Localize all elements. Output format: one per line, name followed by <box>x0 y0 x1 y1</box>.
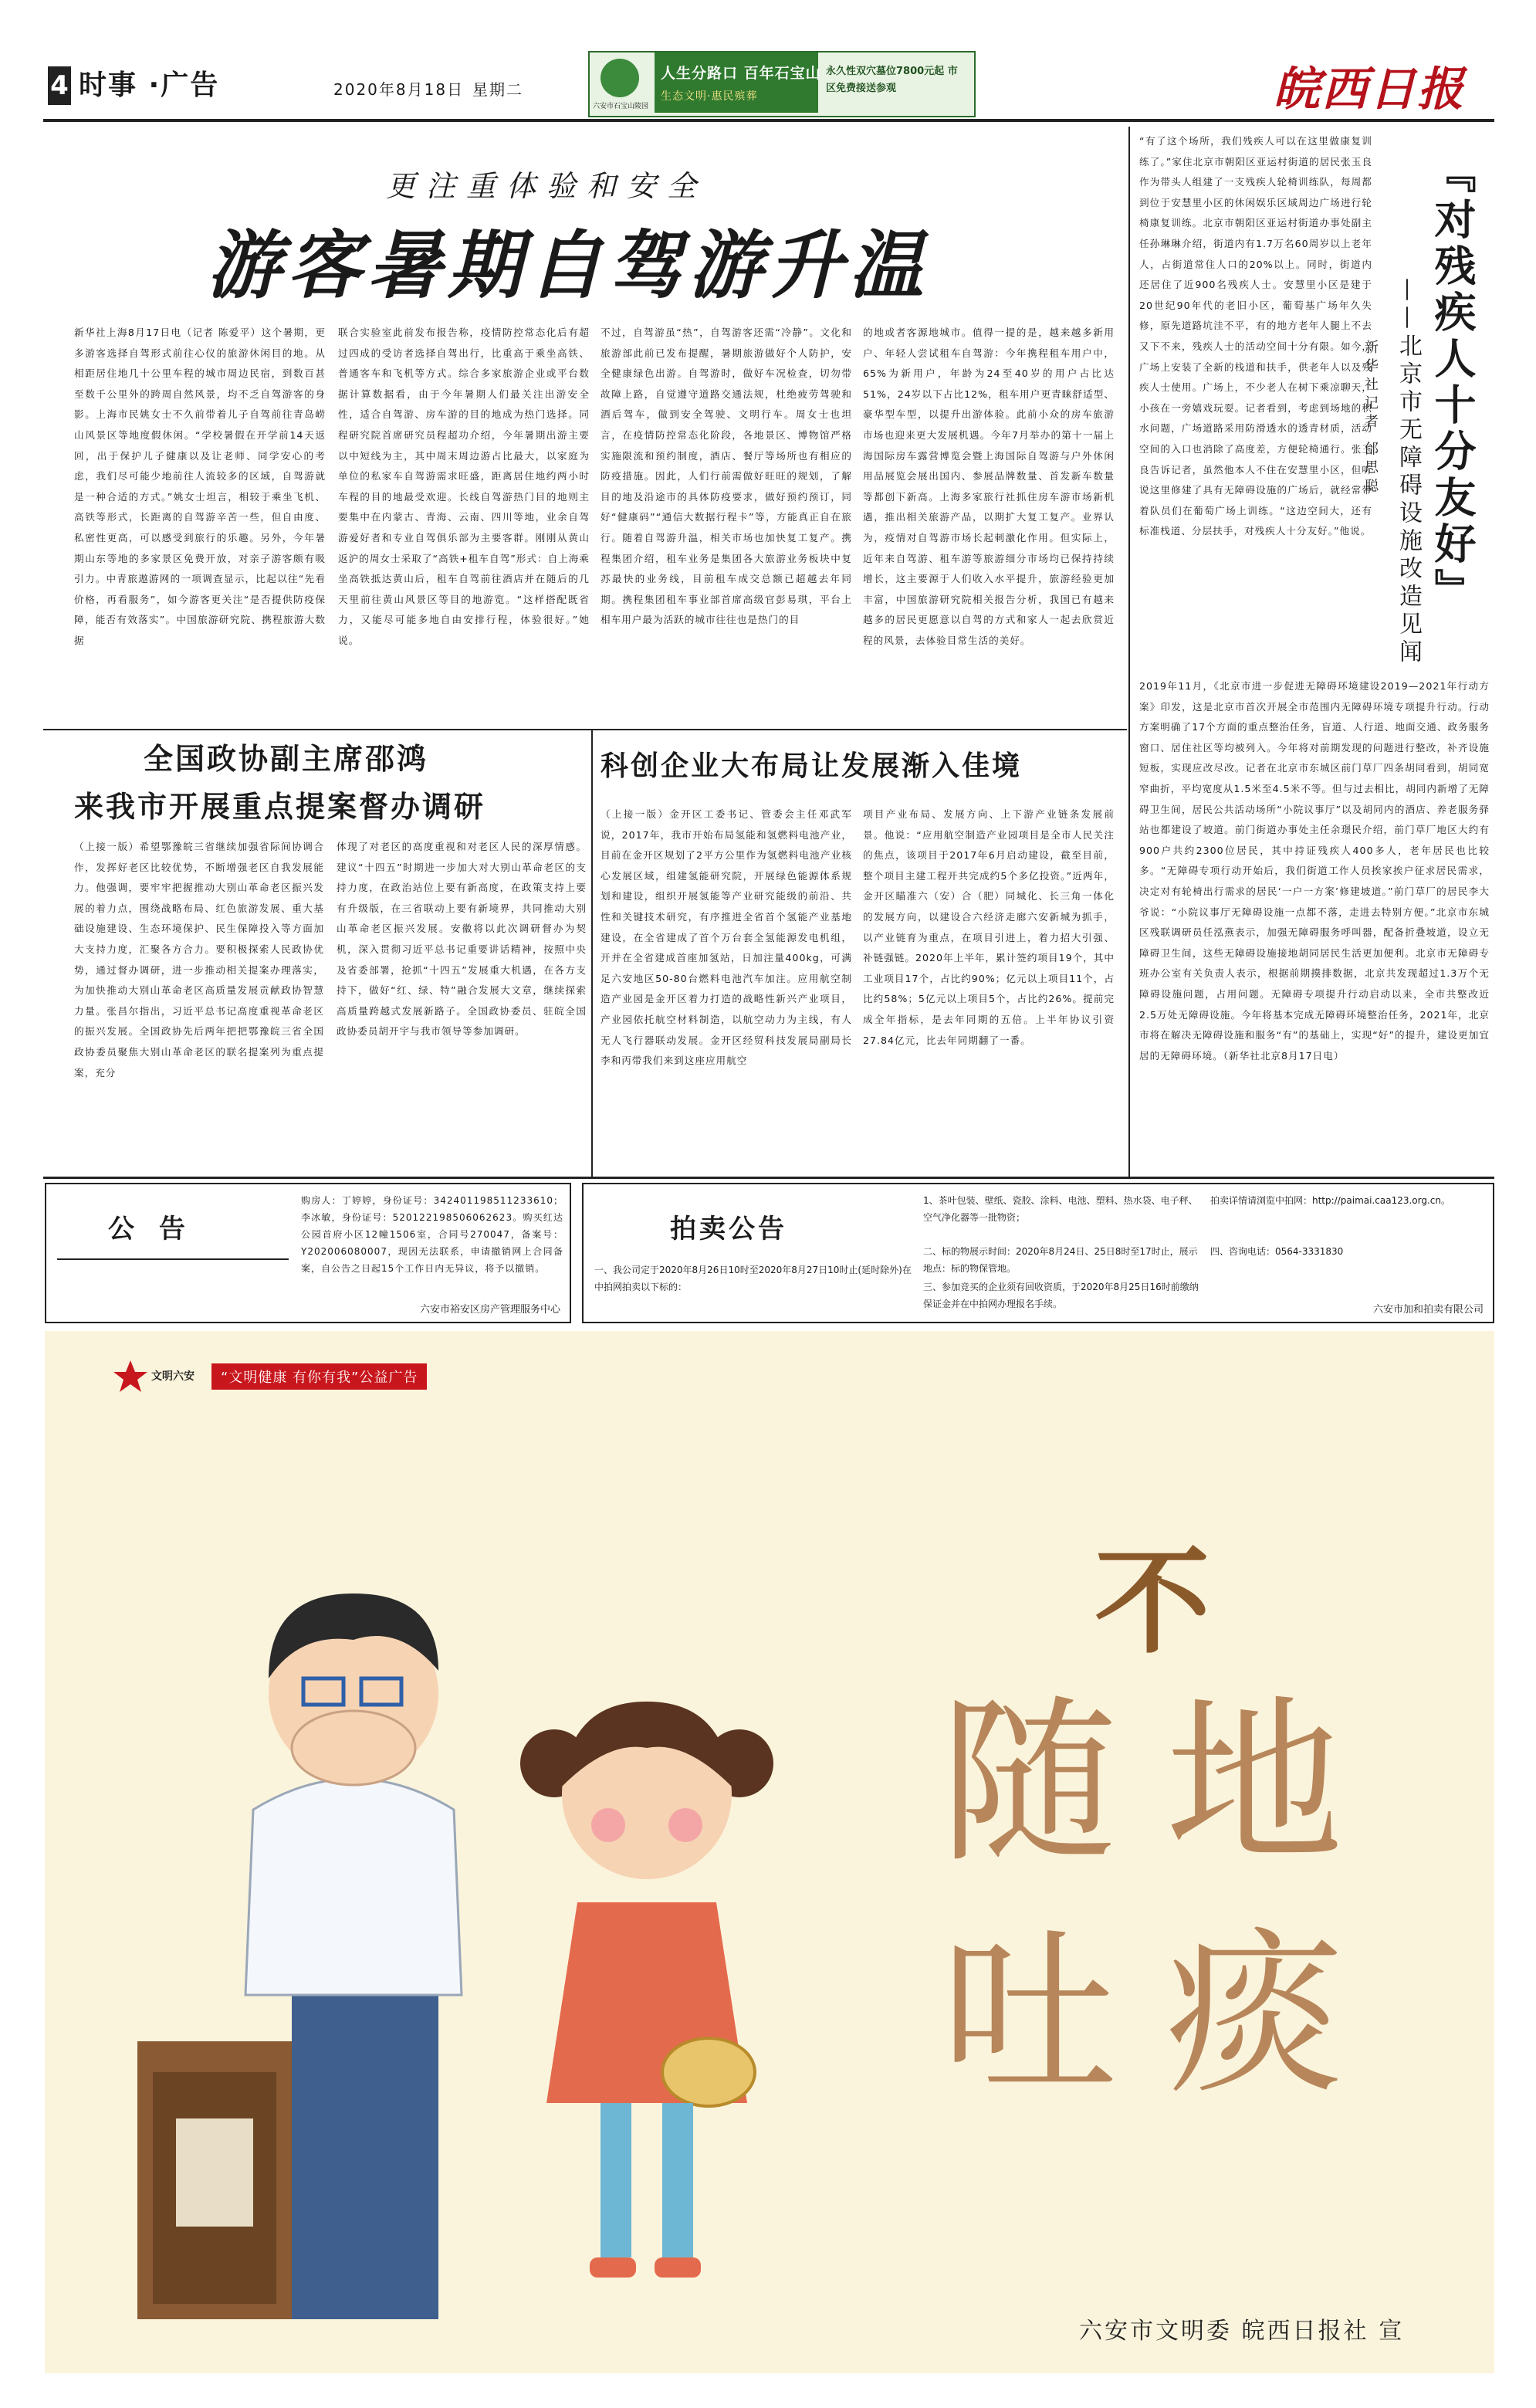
psa-sponsor: 六安市文明委 皖西日报社 宣 <box>1079 2318 1405 2345</box>
lead-col-1: 新华社上海8月17日电（记者 陈爱平）这个暑期，更多游客选择自驾形式前往心仪的旅游休闲目的地。从相距居住地几十公里车程的城市周边民宿，到数百甚至数千公里外的跨周自然风景，均不乏自驾游客的身影。上海市民姚女士不久前带着儿子自驾前往青岛崂山风景区等地度假休闲。“学校暑假在开学前14天返回，出于保护儿子健康以及让老师、同学安心的考虑，我们尽可能少地前往人流较多的区域，自驾游就是一种合适的方式。”姚女士坦言，相较于乘坐飞机、高铁等形式，长距离的自驾游辛苦一些，但自由度、私密性更高，可以感受到旅行的乐趣。另外，今年暑期山东等地的多家景区免费开放，对亲子游客颇有吸引力。中青旅遨游网的一项调查显示，比起以往“先看价格，再看服务”，如今游客更关注“是否提供防疫保障，能否有效落实”。中国旅游研究院、携程旅游大数据 <box>74 327 326 646</box>
civility-logo-text: 文明六安 <box>151 1370 195 1383</box>
notice-title: 公 告 <box>108 1214 193 1245</box>
auction-item-1: 一、我公司定于2020年8月26日10时至2020年8月27日10时止(延时除外)在中拍网拍卖以下标的： <box>594 1265 912 1292</box>
section-title: 时事 ·广告 <box>79 69 220 101</box>
story3-headline: 科创企业大布局让发展渐入佳境 <box>601 750 1023 782</box>
auction-box <box>582 1183 1494 1323</box>
issue-date: 2020年8月18日 <box>333 80 465 99</box>
auction-item-3: 二、标的物展示时间：2020年8月24日、25日8时至17时止，展示地点：标的物保管地。 <box>923 1246 1198 1274</box>
ad-tagline: 永久性双穴墓位7800元起 市区免费接送参观 <box>826 66 958 94</box>
auction-item-5: 拍卖详情请浏览中拍网：http://paimai.caa123.org.cn。 <box>1210 1195 1450 1206</box>
ad-brand: 六安市石宝山陵园 <box>593 103 649 110</box>
side-headline: 『对残疾人十分友好』 <box>1428 151 1477 615</box>
psa-banner: “文明健康 有你有我”公益广告 <box>211 1363 427 1390</box>
notice-issuer: 六安市裕安区房产管理服务中心 <box>419 1304 560 1316</box>
auction-item-2: 1、茶叶包装、壁纸、瓷胶、涂料、电池、塑料、热水袋、电子秤、空气净化器等一批物资； <box>923 1195 1198 1223</box>
issue-weekday: 星期二 <box>472 80 523 99</box>
header-rule <box>43 119 1494 122</box>
side-col-top: “有了这个场所，我们残疾人可以在这里做康复训练了。”家住北京市朝阳区亚运村街道的居民张玉良作为带头人组建了一支残疾人轮椅训练队，每周都到位于安慧里小区的休闲娱乐区域周边广场进行轮椅康复训练。北京市朝阳区亚运村街道办事处副主任孙琳琳介绍，街道内有1.7万名60周岁以上老年人，占街道常住人口的20%以上。同时，街道内还居住了近900名残疾人士。安慧里小区是建于20世纪90年代的老旧小区，葡萄基广场年久失修，原先道路坑洼不平，有的地方老年人腿上不去又下不来，残疾人士的活动空间十分有限。如今，广场上安装了全新的栈道和扶手，供老年人以及残疾人士使用。广场上，不少老人在树下乘凉聊天，小孩在一旁嬉戏玩耍。记者看到，考虑到场地的积水问题，广场道路采用防滑透水的透青材质，活动空间的入口也消除了高度差，方便轮椅通行。张玉良告诉记者，虽然他本人不住在安慧里小区，但听说这里修建了具有无障碍设施的广场后，就经常带着队员们在葡萄广场上训练。“这边空间大，还有标准栈道、分层扶手，对残疾人十分友好。”他说。 <box>1139 135 1372 537</box>
side-divider <box>1128 127 1130 1177</box>
ad-logo-icon <box>601 59 639 97</box>
side-byline: 新华社记者 邰思聪 <box>1362 340 1379 497</box>
lead-bottom-rule <box>43 729 1127 730</box>
story2-headline-1: 全国政协副主席邵鸿 <box>144 742 429 776</box>
story3-col-2: 项目产业布局、发展方向、上下游产业链条发展前景。他说：“应用航空制造产业园项目是全市人民关注的焦点，该项目于2017年6月启动建设，截至目前，整个项目主建工程开共完成约5个多亿投资。”近两年，金开区瞄准六（安）合（肥）同城化、长三角一体化的发展方向，以建设合六经济走廊六安新城为抓手，以产业链育为重点，在项目引进上，着力招大引强、补链强链。2020年上半年，累计签约项目19个，其中工业项目17个，占比约90%；亿元以上项目11个，占比约58%；5亿元以上项目5个，占比约26%。提前完成全年指标，是去年同期的五倍。上半年协议引资27.84亿元，比去年同期翻了一番。 <box>863 808 1115 1046</box>
masthead: 皖西日报 <box>1274 63 1465 117</box>
news-bottom-rule <box>43 1177 1494 1179</box>
lead-headline: 游客暑期自驾游升温 <box>207 222 929 309</box>
notice-title-rule <box>57 1258 289 1260</box>
lead-kicker: 更注重体验和安全 <box>386 169 708 203</box>
ad-slogan: 人生分路口 百年石宝山 <box>661 65 821 82</box>
man-illustration <box>137 1485 508 2319</box>
auction-item-4: 三、参加竞买的企业须有回收资质，于2020年8月25日16时前缴纳保证金并在中拍网办理报名手续。 <box>923 1282 1199 1309</box>
notice-body: 购房人：丁婷婷，身份证号：342401198511233610；李冰敏，身份证号：520122198506062623。购买红达公园首府小区12幢1506室，合同号270047，备案号：Y202006080007，现因无法联系，申请撤销网上合同备案，自公告之日起15个工作日内无异议，将予以撤销。 <box>301 1195 563 1274</box>
psa-char-3: 地 <box>1166 1681 1344 1887</box>
story2-divider <box>591 730 593 1177</box>
side-col-bottom: 2019年11月，《北京市进一步促进无障碍环境建设2019—2021年行动方案》印发，这是北京市首次开展全市范围内无障碍环境专项提升行动。行动方案明确了17个方面的重点整治任务，盲道、人行道、地面交通、政务服务窗口、居住社区等均被列入。今年将对前期发现的问题进行整改，补齐设施短板，实现应改尽改。记者在北京市东城区前门草厂四条胡同看到，胡同宽窄曲折，平均宽度从1.5米至4.5米不等。但与过去相比，胡同内新增了无障碍卫生间，居民公共活动场所“小院议事厅”以及胡同内的酒店、养老服务驿站也都建设了坡道。前门街道办事处主任余璟民介绍，前门草厂地区大约有900户共约2300位居民，其中持证残疾人400多人，老年居民也比较多。“无障碍专项行动开始后，我们街道工作人员挨家挨户征求居民需求，决定对有轮椅出行需求的居民‘一户一方案’修建坡道。”前门草厂的居民李大爷说：“小院议事厅无障碍设施一点都不落，走进去特别方便。”北京市东城区残联调研员任泓燕表示，加强无障碍服务呼叫器，配备折叠坡道，设立无障碍卫生间，这些无障碍设施接地胡同居民生活更加便利。北京市无障碍专班办公室有关负责人表示，根据前期摸排数据，北京共发现超过1.3万个无障碍设施问题，占用问题。无障碍专项提升行动启动以来，全市共整改近2.5万处无障碍设施。今年将基本完成无障碍环境整治任务，2021年，北京市将在解决无障碍设施和服务“有”的基础上，实现“好”的提升，建设更加宜居的无障碍环境。（新华社北京8月17日电） <box>1139 680 1490 1062</box>
page-number: 4 <box>48 66 71 105</box>
auction-issuer: 六安市加和拍卖有限公司 <box>1372 1304 1484 1316</box>
lead-col-4: 的地或者客源地城市。值得一提的是，越来越多新用户、年轻人尝试租车自驾游：今年携程租车用户中，65%为新用户，年龄为24至40岁的用户占比达51%，24岁以下占比12%，租车用户更青睐舒适型、豪华型车型，以提升出游体验。此前小众的房车旅游市场也迎来更大发展机遇。今年7月举办的第十一届上海国际房车露营博览会暨上海国际自驾游与户外休闲用品展览会展出国内、参展品牌数量、首发新车数量等都创下新高。上海多家旅行社抓住房车游市场新机遇，推出相关旅游产品，以期扩大复工复产。业界认为，疫情对自驾游市场长起刺激化作用。但实际上，近年来自驾游、租车游等旅游细分市场均已保持持续增长，这主要源于人们收入水平提升，旅游经验更加丰富，中国旅游研究院相关报告分析，我国已有越来越多的居民更愿意以自驾的方式和家人一起去欣赏近程的风景，去体验目常生活的美好。 <box>863 327 1115 646</box>
psa-char-1: 不 <box>1094 1534 1211 1670</box>
story3-col-1: （上接一版）金开区工委书记、管委会主任邓武军说，2017年，我市开始布局氢能和氢燃料电池产业，目前在金开区规划了2平方公里作为氢燃料电池产业核心发展区域，组建氢能研究院，开展绿色能源体系规划和建设，组织开展氢能等产业研究能级的前沿、共性和关键技术研究，有序推进全省首个氢能产业基地建设，在全省建成了首个万台套全氢能源发电机组，开并在全省建成首座加氢站，日加注量400kg，可满足六安地区50-80台燃料电池汽车加注。应用航空制造产业园是金开区着力打造的战略性新兴产业项目，产业园依托航空材料制造，以航空动力为主线，有人无人飞行器联动发展。金开区经贸科技发展局副局长李和丙带我们来到这座应用航空 <box>601 808 852 1067</box>
auction-item-6: 四、咨询电话：0564-3331830 <box>1210 1246 1344 1257</box>
story2-col-1: （上接一版）希望鄂豫皖三省继续加强省际间协调合作，发挥好老区比较优势，不断增强老区自我发展能力。他强调，要牢牢把握推动大别山革命老区振兴发展的着力点，围绕战略布局、红色旅游发展、重大基础设施建设、生态环境保护、民生保障投入等方面加大支持力度，汇聚各方合力。要积极探索人民政协优势，通过督办调研，进一步推动相关提案办理落实，为加快推动大别山革命老区高质量发展贡献政协智慧力量。张昌尔指出，习近平总书记高度重视革命老区的振兴发展。全国政协先后两年把把鄂豫皖三省全国政协委员聚焦大别山革命老区的联名提案列为重点提案，充分 <box>74 841 324 1079</box>
auction-title: 拍卖公告 <box>670 1214 787 1245</box>
psa-char-5: 痰 <box>1166 1912 1344 2118</box>
psa-char-2: 随 <box>940 1681 1118 1887</box>
girl-illustration <box>516 1671 778 2319</box>
psa-ad <box>45 1331 1494 2373</box>
header-ad <box>588 51 976 117</box>
story2-headline-2: 来我市开展重点提案督办调研 <box>74 790 486 824</box>
lead-col-2: 联合实验室此前发布报告称，疫情防控常态化后有超过四成的受访者选择自驾出行，比重高于乘坐高铁、普通客车和飞机等方式。综合多家旅游企业或平台数据计算数据看，由于今年暑期人们最关注出游安全性，适合自驾游、房车游的目的地成为热门选择。同程研究院首席研究员程超功介绍，今年暑期出游主要以中短线为主，其中周末周边游占比最大，以家庭为单位的私家车自驾游需求旺盛，距离居住地约两小时车程的目的地最受欢迎。长线自驾游热门目的地则主要集中在内蒙古、青海、云南、四川等地，业余自驾游爱好者和专业自驾俱乐部为主要客群。刚刚从黄山返沪的周女士采取了“高铁+租车自驾”形式：自上海乘坐高铁抵达黄山后，租车自驾前往酒店并在随后的几天里前往黄山风景区等目的地游览。“这样搭配既省力，又能尽可能多地自由安排行程，体验很好。”她说。 <box>338 327 590 646</box>
notice-box <box>45 1183 571 1323</box>
civility-logo-icon <box>113 1359 148 1394</box>
psa-char-4: 吐 <box>940 1912 1118 2118</box>
ad-sub: 生态文明·惠民殡葬 <box>661 90 758 103</box>
side-subhead: ——北京市无障碍设施改造见闻 <box>1395 278 1422 667</box>
lead-col-3: 不过，自驾游虽“热”，自驾游客还需“冷静”。文化和旅游部此前已发布提醒，暑期旅游做好个人防护，安全健康绿色出游。自驾游时，做好车况检查，切勿带故障上路，自觉遵守道路交通法规，杜绝疲劳驾驶和酒后驾车，做到安全驾驶、文明行车。周女士也坦言，在疫情防控常态化阶段，各地景区、博物馆严格实施限流和预约制度，酒店、餐厅等场所也有相应的防疫措施。因此，人们行前需做好旺旺的规划，了解目的地及沿途市的具体防疫要求，做好预约预订，同好“健康码”“通信大数据行程卡”等，方能真正自在旅行。随着自驾游升温，相关市场也加快复工复产。携程集团介绍，租车业务是集团各大旅游业务板块中复苏最快的业务线，目前租车成交总额已超越去年同期。携程集团租车事业部首席高级官彭易琪，平台上相车用户最为活跃的城市往往也是热门的目 <box>601 327 852 626</box>
story2-col-2: 体现了对老区的高度重视和对老区人民的深厚情感。建议“十四五”时期进一步加大对大别山革命老区的支持力度，在政治站位上要有新高度，在政策支持上要有升级版，在三省联动上要有新境界，共同推动大别山革命老区振兴发展。安徽将以此次调研督办为契机，深入贯彻习近平总书记重要讲话精神，按照中央及省委部署，抢抓“十四五”发展重大机遇，在各方支持下，做好“红、绿、特”融合发展大文章，继续探索高质量跨越式发展新路子。全国政协委员、驻皖全国政协委员胡开宇与我市领导等参加调研。 <box>337 841 587 1038</box>
